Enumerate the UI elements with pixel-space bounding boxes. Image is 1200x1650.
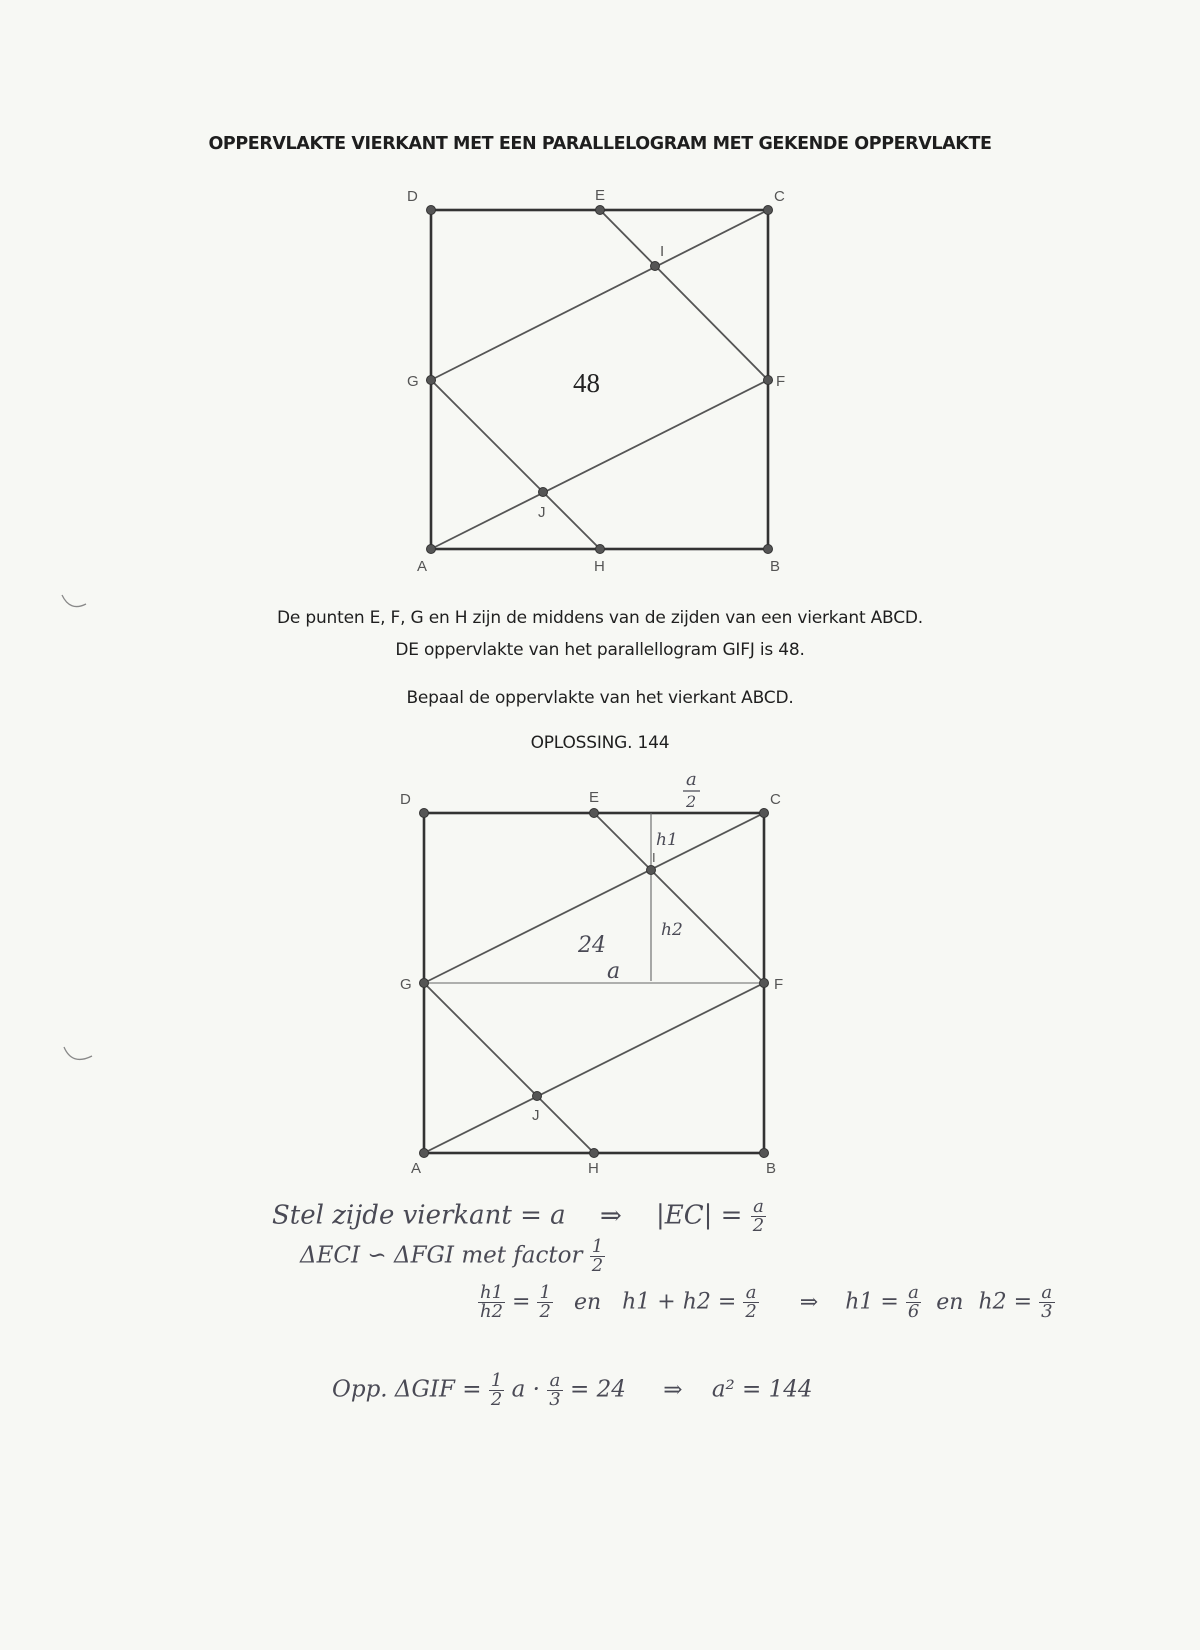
point-g-2 [420,979,429,988]
label-g: G [407,373,419,390]
point-j-2 [533,1092,542,1101]
label-i: I [660,243,665,260]
hw-sum-h1-h2: h1 + h2 = [622,1289,737,1315]
line-ef [600,210,768,380]
label-c-2: C [770,791,781,808]
annotation-ec-denominator: 2 [686,792,697,811]
hw-ratio-h1-h2: $\frac{h1}{h2}$ [480,1282,504,1322]
label-b-2: B [766,1160,777,1177]
hw-fraction-factor: $\frac{1}{2}$ [591,1236,604,1276]
label-h: H [594,558,605,575]
point-f [764,376,773,385]
handwritten-line-2 [300,1238,605,1275]
point-c [764,206,773,215]
point-e [596,206,605,215]
point-b-2 [760,1149,769,1158]
point-a-2 [420,1149,429,1158]
hw-final-result: a² = 144 [711,1376,813,1403]
margin-mark-bottom [64,1047,92,1059]
line-af-2 [424,983,764,1153]
label-g-2: G [400,976,412,993]
label-h-2: H [588,1160,599,1177]
diagram-2-solution [400,769,783,1177]
annotation-ec-numerator: a [686,769,697,790]
hw-implies-arrow: ⇒ [599,1200,622,1231]
label-f-2: F [774,976,784,993]
label-a-2: A [411,1160,422,1177]
annotation-base-a: a [607,959,621,984]
handwritten-line-3: $\frac{h1}{h2}$ = $\frac{1}{2}$ en h1 + h2 = $\frac{a}{2}$ ⇒ h1 = $\frac{a}{6}$ en h2 = $\frac{a}{3}$ [480,1282,1053,1322]
margin-mark-top [62,595,86,607]
line-gh-2 [424,983,594,1153]
hw-area-triangle: Opp. ΔGIF = [332,1376,482,1403]
annotation-h1: h1 [656,830,678,850]
label-j-2: J [532,1107,540,1124]
problem-question: Bepaal de oppervlakte van het vierkant ABCD. [406,688,794,708]
label-a: A [417,558,428,575]
handwritten-line-1 [272,1198,766,1235]
point-b [764,545,773,554]
point-h [596,545,605,554]
label-b: B [770,558,781,575]
label-c: C [774,188,785,205]
line-af [431,380,768,549]
hw-similarity-statement: ΔECI ∽ ΔFGI met factor [300,1242,583,1269]
point-a [427,545,436,554]
annotation-triangle-area: 24 [578,933,606,958]
handwritten-line-4: Opp. ΔGIF = $\frac{1}{2}$ a · $\frac{a}{3}$ = 24 ⇒ a² = 144 [332,1370,813,1410]
problem-statement-line-1: De punten E, F, G en H zijn de middens van de zijden van een vierkant ABCD. [277,608,923,628]
problem-statement-line-2: DE oppervlakte van het parallellogram GIFJ is 48. [395,640,805,660]
label-j: J [538,504,546,521]
annotation-h2: h2 [661,920,683,940]
diagram-1-square-parallelogram [407,187,785,575]
point-f-2 [760,979,769,988]
label-i-2: I [652,850,656,865]
point-j [539,488,548,497]
label-e: E [595,187,606,204]
hw-h2-value: h2 = [978,1289,1033,1315]
point-c-2 [760,809,769,818]
solution-answer: OPLOSSING. 144 [530,733,670,753]
label-e-2: E [589,789,600,806]
line-gc [431,210,768,380]
hw-fraction-a-over-2: $\frac{a}{2}$ [752,1196,765,1236]
hw-h1-value: h1 = [845,1289,899,1315]
label-d-2: D [400,791,411,808]
point-e-2 [590,809,599,818]
point-d [427,206,436,215]
label-d: D [407,188,418,205]
point-i-2 [647,866,656,875]
hw-ec-length: |EC| = [656,1200,743,1231]
point-h-2 [590,1149,599,1158]
label-f: F [776,373,786,390]
point-g [427,376,436,385]
page-title: OPPERVLAKTE VIERKANT MET EEN PARALLELOGRAM MET GEKENDE OPPERVLAKTE [208,134,992,154]
point-i [651,262,660,271]
hw-side-definition: Stel zijde vierkant = a [272,1200,566,1231]
line-gh [431,380,600,549]
point-d-2 [420,809,429,818]
parallelogram-area-label: 48 [573,368,600,398]
line-ef-2 [594,813,764,983]
